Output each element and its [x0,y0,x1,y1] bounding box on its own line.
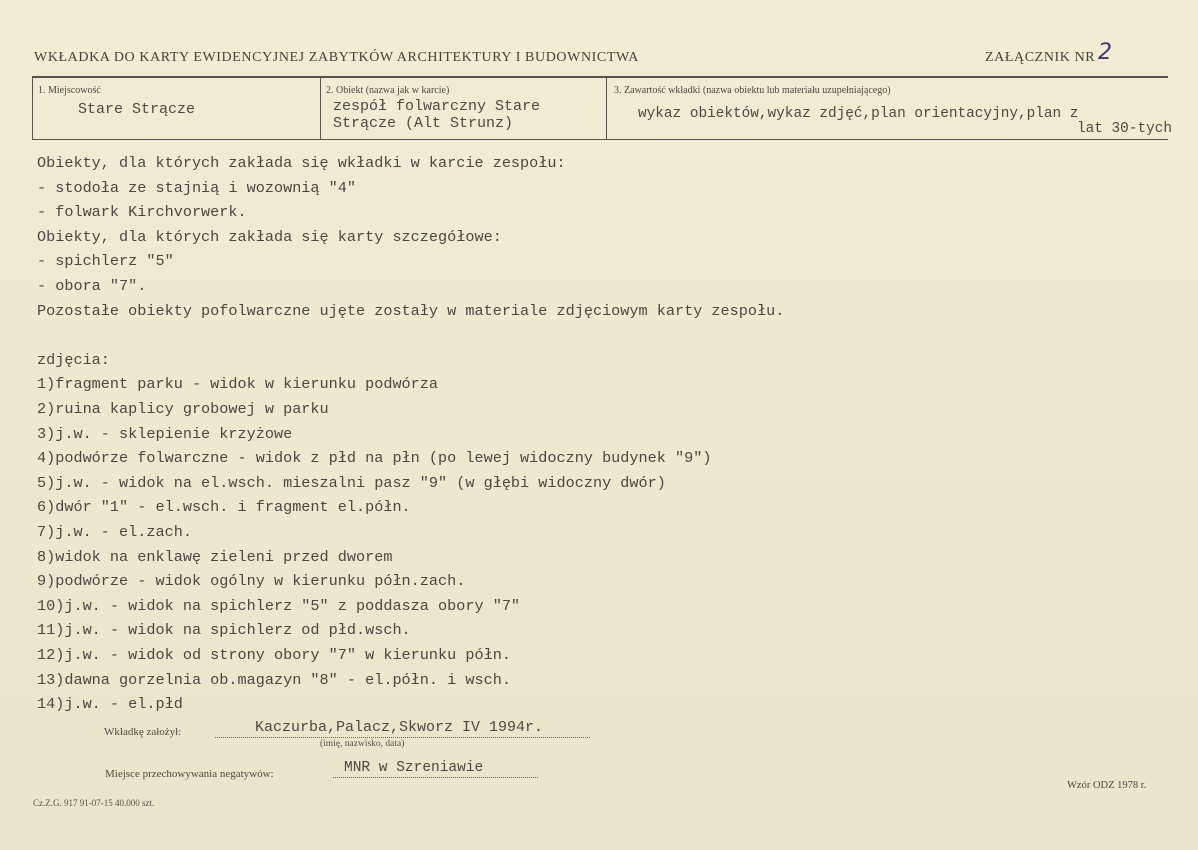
body-line: 1)fragment parku - widok w kierunku podwórza [37,375,439,394]
body-line: - obora "7". [37,277,147,295]
body-line: zdjęcia: [37,350,110,369]
body-line: 2)ruina kaplicy grobowej w parku [37,400,329,418]
body-line: - folwark Kirchvorwerk. [37,203,247,222]
object-value-line1: zespół folwarczny Stare [333,98,541,115]
body-line: 13)dawna gorzelnia ob.magazyn "8" - el.półn. i wsch. [37,670,511,689]
negatives-dotted-line [333,777,538,778]
locality-value: Stare Strącze [78,101,196,118]
body-line: 6)dwór "1" - el.wsch. i fragment el.półn. [37,498,411,517]
body-line: 3)j.w. - sklepienie krzyżowe [37,424,293,443]
attachment-number: 2 [1098,40,1112,65]
field-divider-1 [320,78,321,139]
field-divider-2 [606,78,607,139]
body-line: 8)widok na enklawę zieleni przed dworem [37,547,393,566]
body-line: Obiekty, dla których zakłada się wkładki w karcie zespołu: [37,154,566,172]
body-line: - stodoła ze stajnią i wozownią "4" [37,178,356,197]
body-line: - spichlerz "5" [37,252,174,271]
body-line: 14)j.w. - el.płd [37,695,183,714]
negatives-label: Miejsce przechowywania negatywów: [105,768,274,780]
body-line: 12)j.w. - widok od strony obory "7" w kierunku półn. [37,646,511,664]
form-title: WKŁADKA DO KARTY EWIDENCYJNEJ ZABYTKÓW ARCHITEKTURY I BUDOWNICTWA [34,50,639,65]
founded-hint: (imię, nazwisko, data) [320,739,405,749]
founded-label: Wkładkę założył: [104,726,182,738]
attachment-label: ZAŁĄCZNIK NR [985,50,1096,65]
header-rule-top [32,76,1168,78]
body-line: 4)podwórze folwarczne - widok z płd na płn (po lewej widoczny budynek "9") [37,449,712,468]
content-value-line2: lat 30-tych [1077,121,1172,137]
header-rule-bottom [32,139,1168,140]
object-value-line2: Strącze (Alt Strunz) [333,115,514,132]
body-line: Obiekty, dla których zakłada się karty szczegółowe: [37,227,502,246]
object-label: 2. Obiekt (nazwa jak w karcie) [326,85,450,96]
negatives-value: MNR w Szreniawie [344,760,484,776]
body-line: Pozostałe obiekty pofolwarczne ujęte zostały w materiale zdjęciowym karty zespołu. [37,301,785,320]
locality-label: 1. Miejscowość [38,85,101,96]
body-line: 9)podwórze - widok ogólny w kierunku półn.zach. [37,572,466,591]
content-value-line1: wykaz obiektów,wykaz zdjęć,plan orientacyjny,plan z [638,106,1079,122]
body-line: 7)j.w. - el.zach. [37,523,192,541]
body-line: 5)j.w. - widok na el.wsch. mieszalni pasz "9" (w głębi widoczny dwór) [37,473,666,492]
print-info: Cz.Z.G. 917 91-07-15 40.000 szt. [33,798,155,808]
content-label: 3. Zawartość wkładki (nazwa obiektu lub materiału uzupełniającego) [614,85,891,96]
body-line: 10)j.w. - widok na spichlerz "5" z poddasza obory "7" [37,596,521,615]
founded-dotted-line [215,737,590,738]
form-model: Wzór ODZ 1978 r. [1067,780,1147,791]
field-divider-left [32,78,33,139]
body-line: 11)j.w. - widok na spichlerz od płd.wsch. [37,621,411,640]
founded-value: Kaczurba,Palacz,Skworz IV 1994r. [255,719,544,736]
